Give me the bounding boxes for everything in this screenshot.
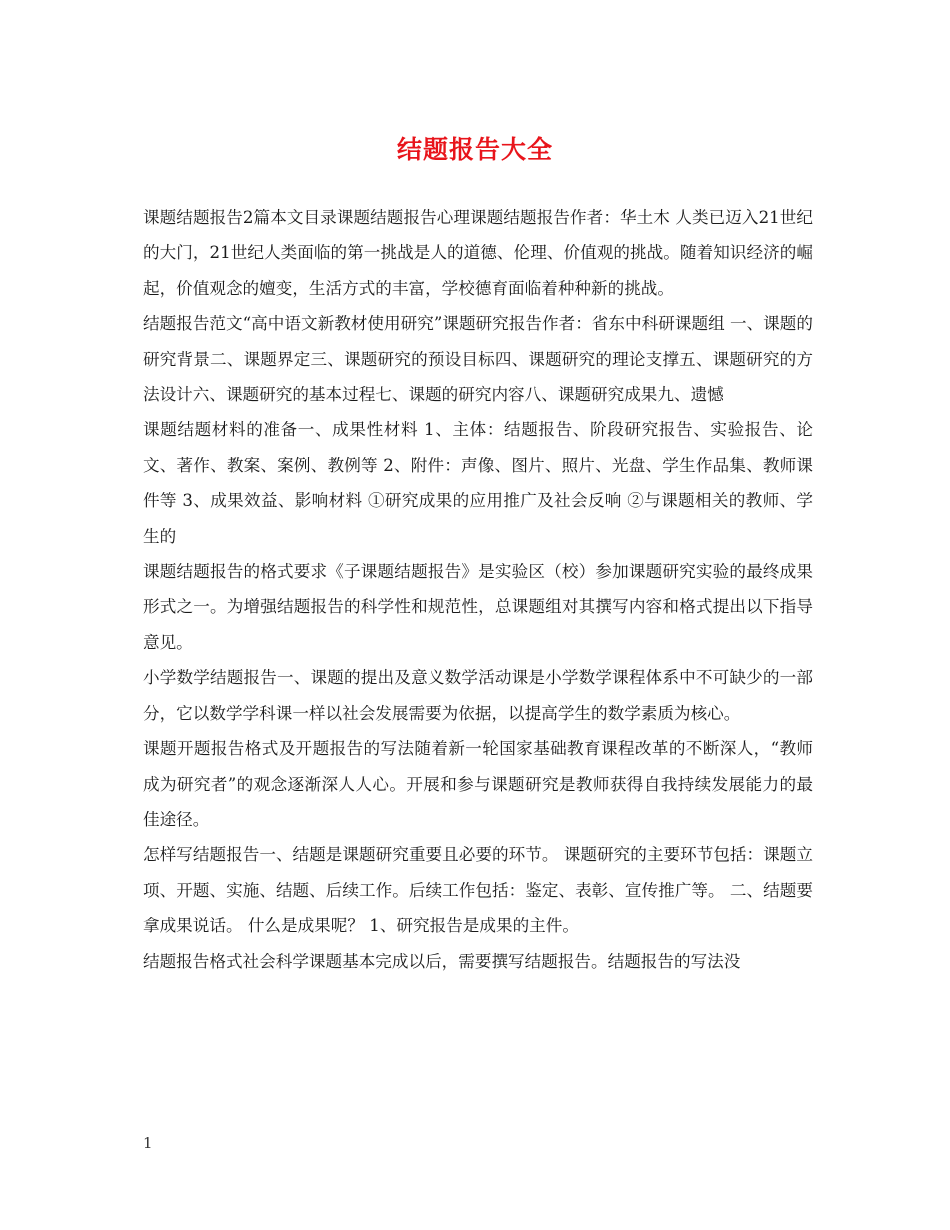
paragraph-2: 结题报告范文“高中语文新教材使用研究”课题研究报告作者：省东中科研课题组 一、课题的研究背景二、课题界定三、课题研究的预设目标四、课题研究的理论支撑五、课题研究的方法设计六、课题研究的基本过程七、课题的研究内容八、课题研究成果九、遗憾: [143, 314, 813, 405]
paragraph-4: 课题结题报告的格式要求《子课题结题报告》是实验区（校）参加课题研究实验的最终成果形式之一。为增强结题报告的科学性和规范性，总课题组对其撰写内容和格式提出以下指导意见。: [143, 562, 813, 652]
page-number: 1: [143, 1134, 153, 1152]
paragraph-3: 课题结题材料的准备一、成果性材料 1、主体：结题报告、阶段研究报告、实验报告、论文、著作、教案、案例、教例等 2、附件：声像、图片、照片、光盘、学生作品集、教师课件等 3、成果效益、影响材料 ①研究成果的应用推广及社会反响 ②与课题相关的教师、学生的: [143, 420, 813, 546]
paragraph-7: 怎样写结题报告一、结题是课题研究重要且必要的环节。 课题研究的主要环节包括：课题立项、开题、实施、结题、后续工作。后续工作包括：鉴定、表彰、宣传推广等。 二、结题要拿成果说话。 什么是成果呢？ 1、研究报告是成果的主件。: [143, 845, 813, 936]
page-title: 结题报告大全: [396, 135, 553, 164]
paragraph-5: 小学数学结题报告一、课题的提出及意义数学活动课是小学数学课程体系中不可缺少的一部分，它以数学学科课一样以社会发展需要为依据，以提高学生的数学素质为核心。: [143, 668, 813, 723]
paragraph-1: 课题结题报告2篇本文目录课题结题报告心理课题结题报告作者：华土木 人类已迈入21世纪的大门，21世纪人类面临的第一挑战是人的道德、伦理、价值观的挑战。随着知识经济的崛起，价值观念的嬗变，生活方式的丰富，学校德育面临着种种新的挑战。: [143, 208, 813, 298]
paragraph-6: 课题开题报告格式及开题报告的写法随着新一轮国家基础教育课程改革的不断深人，“教师成为研究者”的观念逐渐深人人心。开展和参与课题研究是教师获得自我持续发展能力的最佳途径。: [143, 739, 813, 829]
paragraph-8: 结题报告格式社会科学课题基本完成以后，需要撰写结题报告。结题报告的写法没: [143, 951, 741, 971]
document-body: [143, 200, 813, 979]
